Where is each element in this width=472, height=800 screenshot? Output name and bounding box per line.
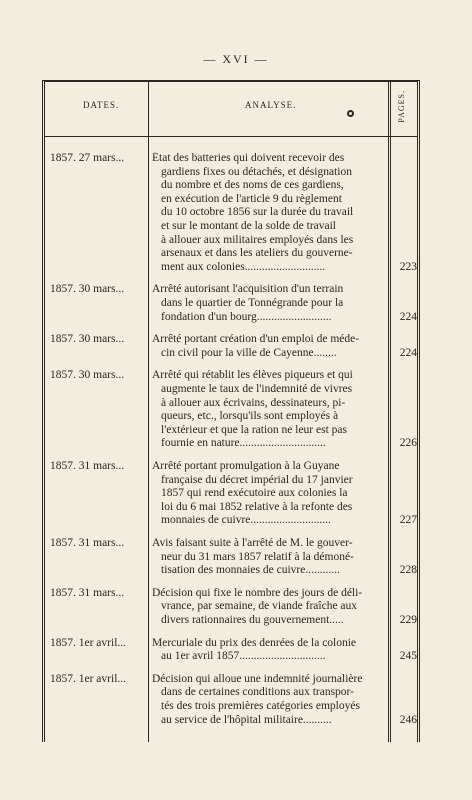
analyse-line: du 10 octobre 1856 sur la durée du travail [161,206,354,219]
entry-analyse [152,283,386,324]
entry-date: 1857. 27 mars... [50,152,125,164]
analyse-line: 1857 qui rend exécutoire aux colonies la [161,487,348,500]
entry-page-number: 228 [399,564,417,577]
analyse-line: tés des trois premières catégories employés [161,699,360,712]
entry-page-number: 223 [399,260,417,273]
entry-analyse [152,152,386,274]
entry-page-number: 245 [399,650,417,663]
analyse-line: Décision qui alloue une indemnité journalière [152,672,363,685]
entry-date: 1857. 1er avril... [50,672,127,685]
analyse-line: tisation des monnaies de cuivre............ [161,564,340,577]
analyse-line: Avis faisant suite à l'arrêté de M. le gouver- [152,537,353,549]
column-header-dates: DATES. [83,100,120,110]
entry-date: 1857. 31 mars... [50,537,125,549]
analyse-line: Mercuriale du prix des denrées de la colonie [152,636,357,649]
analyse-line: Arrêté qui rétablit les élèves piqueurs et qui [152,369,353,382]
analyse-line: à allouer aux écrivains, dessinateurs, pi- [161,396,346,409]
entry-analyse [152,333,386,360]
analyse-line: fournie en nature.............................. [161,437,326,450]
header-divider [45,136,417,137]
page-number: — XVI — [203,52,269,66]
entry-analyse [152,637,386,664]
column-header-analyse: ANALYSE. [245,100,297,110]
column-header-pages: PAGES. [397,90,406,123]
analyse-line: Arrêté autorisant l'acquisition d'un terrain [152,283,344,296]
analyse-line: Arrêté portant création d'un emploi de méde- [152,333,360,346]
analyse-line: et sur le montant de la solde de travail [161,219,336,232]
entry-page-number: 224 [399,346,417,359]
entry-analyse [152,369,386,451]
entry-date: 1857. 31 mars... [50,460,125,472]
entry-analyse [152,673,386,727]
entry-page-number: 229 [399,613,417,626]
analyse-line: au service de l'hôpital militaire.......... [161,713,332,726]
entry-date: 1857. 31 mars... [50,586,125,599]
analyse-line: divers rationnaires du gouvernement..... [161,613,344,626]
analyse-line: en exécution de l'article 9 du règlement [161,192,342,205]
analyse-line: Décision qui fixe le nombre des jours de déli- [152,586,363,599]
analyse-line: fondation d'un bourg.......................... [161,310,332,323]
entry-page-number: 246 [399,713,417,726]
analyse-line: arsenaux et dans les ateliers du gouverne- [161,247,353,260]
analyse-line: française du décret impérial du 17 janvier [161,473,353,486]
analyse-line: vrance, par semaine, de viande fraîche aux [161,600,358,613]
analyse-line: ment aux colonies............................ [161,260,326,273]
column-divider [388,82,391,742]
analyse-line: Arrêté portant promulgation à la Guyane [152,460,340,472]
analyse-line: gardiens fixes ou détachés, et désignation [161,165,352,178]
analyse-line: du nombre et des noms de ces gardiens, [161,179,344,192]
entry-date: 1857. 30 mars... [50,333,125,346]
analyse-line: augmente le taux de l'indemnité de vivres [161,382,353,395]
analyse-line: État des batteries qui doivent recevoir des [152,152,345,164]
analyse-line: monnaies de cuivre............................ [161,514,331,527]
analyse-line: neur du 31 mars 1857 relatif à la démoné- [161,550,354,563]
entry-date: 1857. 30 mars... [50,369,125,382]
entry-analyse [152,537,386,578]
ink-dot [347,110,354,117]
entry-date: 1857. 1er avril... [50,636,127,649]
entry-analyse [152,460,386,528]
analyse-line: au 1er avril 1857.............................. [161,650,326,663]
analyse-line: dans de certaines conditions aux transpor- [161,686,354,699]
analyse-line: cin civil pour la ville de Cayenne........ [161,346,337,359]
entry-page-number: 224 [399,310,417,323]
analyse-line: à allouer aux militaires employés dans les [161,233,354,246]
analyse-line: l'extérieur et que la ration ne leur est pas [161,423,347,436]
analyse-line: dans le quartier de Tonnégrande pour la [161,296,344,309]
analyse-line: queurs, etc., lorsqu'ils sont employés à [161,410,339,423]
table-frame [42,80,420,742]
entry-analyse [152,587,386,628]
entry-date: 1857. 30 mars... [50,283,125,296]
entry-page-number: 226 [399,437,417,450]
analyse-line: loi du 6 mai 1852 relative à la refonte des [161,500,353,513]
entry-page-number: 227 [399,514,417,527]
column-divider [148,82,149,742]
